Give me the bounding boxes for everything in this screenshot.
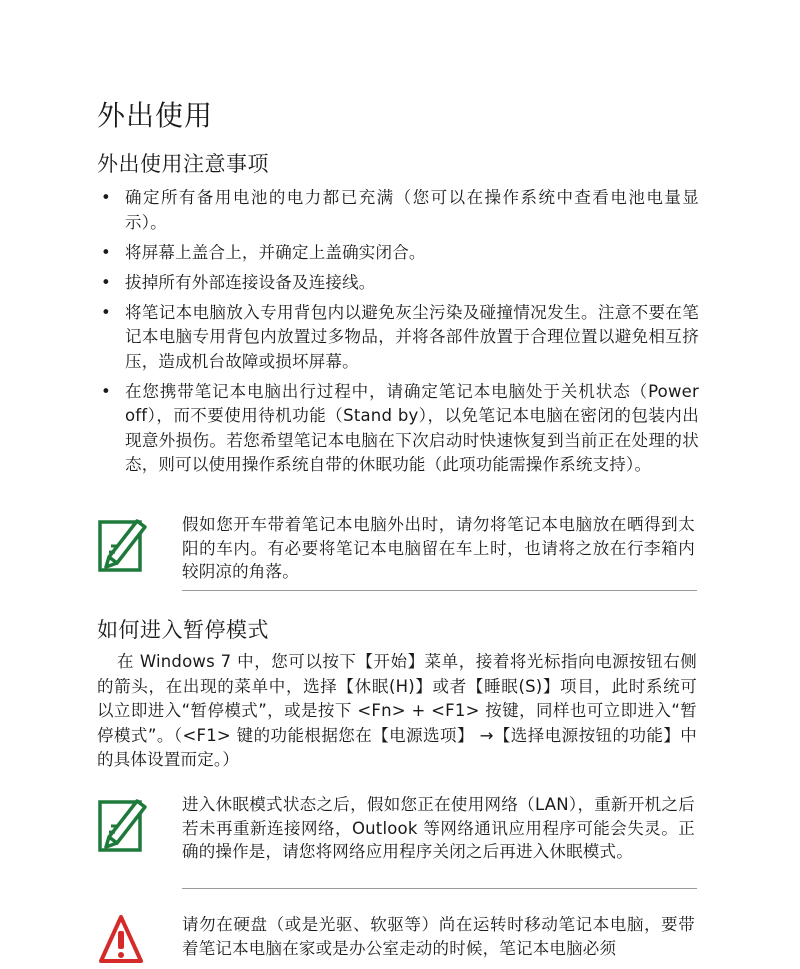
precautions-list: [97, 186, 699, 483]
list-item: [97, 301, 699, 375]
list-item-text: 将屏幕上盖合上，并确定上盖确实闭合。: [125, 242, 426, 262]
section-heading-travel-precautions: 外出使用注意事项: [97, 152, 269, 176]
list-item-text: 在您携带笔记本电脑出行过程中，请确定笔记本电脑处于关机状态（Power off），而不要使用待机功能（Stand by），以免笔记本电脑在密闭的包装内出现意外损伤。若您希望笔记本电脑在下次启动时快速恢复到当前正在处理的状态，则可以使用操作系统自带的休眠功能（此项功能需操作系统支持）。: [125, 381, 699, 474]
list-item-text: 确定所有备用电池的电力都已充满（您可以在操作系统中查看电池电量显示）。: [125, 188, 699, 232]
warning-text: 请勿在硬盘（或是光驱、软驱等）尚在运转时移动笔记本电脑，要带着笔记本电脑在家或是办公室走动的时候，笔记本电脑必须: [182, 915, 695, 958]
list-item: [97, 186, 699, 235]
note-car-heat: [97, 513, 697, 593]
list-item-text: 将笔记本电脑放入专用背包内以避免灰尘污染及碰撞情况发生。注意不要在笔记本电脑专用背包内放置过多物品，并将各部件放置于合理位置以避免相互挤压，造成机台故障或损坏屏幕。: [125, 302, 699, 371]
bullet-dot: •: [101, 242, 111, 262]
list-item: [97, 380, 699, 478]
bullet-dot: •: [101, 272, 111, 292]
bullet-dot: •: [101, 188, 111, 207]
page-title: 外出使用: [97, 99, 214, 132]
note-hibernate-network: [97, 793, 697, 888]
bullet-dot: •: [101, 381, 111, 401]
list-item-text: 拔掉所有外部连接设备及连接线。: [125, 272, 376, 292]
note-text: 假如您开车带着笔记本电脑外出时，请勿将笔记本电脑放在晒得到太阳的车内。有必要将笔记本电脑留在车上时，也请将之放在行李箱内较阴凉的角落。: [182, 515, 695, 581]
divider: [182, 888, 697, 889]
list-item: [97, 241, 699, 266]
divider: [182, 590, 697, 591]
note-text: 进入休眠模式状态之后，假如您正在使用网络（LAN），重新开机之后若未再重新连接网络，Outlook 等网络通讯应用程序可能会失灵。正确的操作是，请您将网络应用程序关闭之后再进入休眠模式。: [182, 795, 695, 861]
note-pencil-icon: [97, 513, 151, 575]
bullet-dot: •: [101, 302, 111, 322]
warning-hard-drive: [97, 913, 697, 960]
note-pencil-icon: [97, 793, 151, 855]
suspend-mode-paragraph: 在 Windows 7 中，您可以按下【开始】菜单，接着将光标指向电源按钮右侧的箭头，在出现的菜单中，选择【休眠(H)】或者【睡眠(S)】项目，此时系统可以立即进入“暂停模式”，或是按下 <Fn> + <F1> 按键，同样也可立即进入“暂停模式”。（<F1> 键的功能根据您在【电源选项】 →【选择电源按钮的功能】中的具体设置而定。）: [97, 652, 697, 769]
warning-hand-icon: [97, 913, 153, 969]
list-item: [97, 271, 699, 296]
section-heading-suspend-mode: 如何进入暂停模式: [97, 618, 269, 642]
